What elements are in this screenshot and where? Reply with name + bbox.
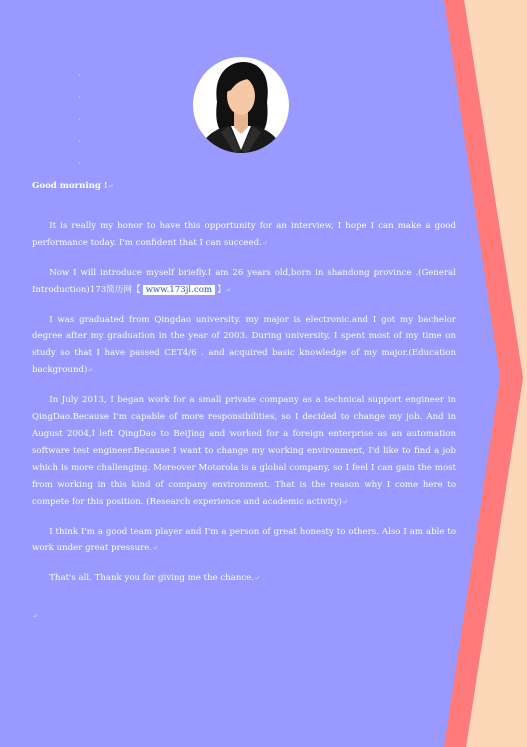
paragraph-mark: ¸ [78, 113, 81, 120]
paragraph-mark: ¸ [78, 157, 81, 164]
website-link[interactable]: www.173jl.com [143, 285, 215, 295]
paragraph-introduction: Now I will introduce myself briefly.I am 26 years old,born in shandong province .(General Introduction)173简历网【 www.173jl.com 】↵ [32, 267, 456, 295]
paragraph-mark: ¸ [78, 91, 81, 98]
greeting: Good morning !↵ [32, 181, 114, 191]
blank-line [32, 204, 456, 213]
businesswoman-avatar-icon [191, 56, 291, 154]
paragraph-education: I was graduated from Qingdao university. my major is electronic.and I got my bachelor degree after my graduation in the year of 2003. During university, I spent most of my time on study so that I have passed CET4/6 . and acquired basic knowledge of my major.(Education background)↵ [32, 314, 456, 376]
paragraph-closing: That's all. Thank you for giving me the chance.↵ [49, 573, 260, 584]
paragraph-mark: ¸ [78, 69, 81, 76]
paragraph-honor: It is really my honor to have this opportunity for an interview, I hope I can make a good performance today. I'm confident that I can succeed.↵ [32, 220, 456, 248]
paragraph-personality: I think I'm a good team player and I'm a person of great honesty to others. Also I am able to work under great pressure.↵ [32, 526, 456, 554]
paragraph-mark: ¸ [78, 135, 81, 142]
letter-body [32, 178, 456, 600]
paragraph-experience: In July 2013, I began work for a small private company as a technical support engineer in QingDao.Because I'm capable of more responsibilities, so I decided to change my job. And in August 2004,I left QingDao to BeiJing and worked for a foreign enterprise as an automation software test engineer.Because I want to change my working environment, I'd like to find a job which is more challenging. Moreover Motorola is a global company, so I feel I can gain the most from working in this kind of company environment. That is the reason why I come here to compete for this position. (Research experience and academic activity)↵ [32, 395, 456, 507]
end-paragraph-mark: ↵ [32, 612, 38, 620]
